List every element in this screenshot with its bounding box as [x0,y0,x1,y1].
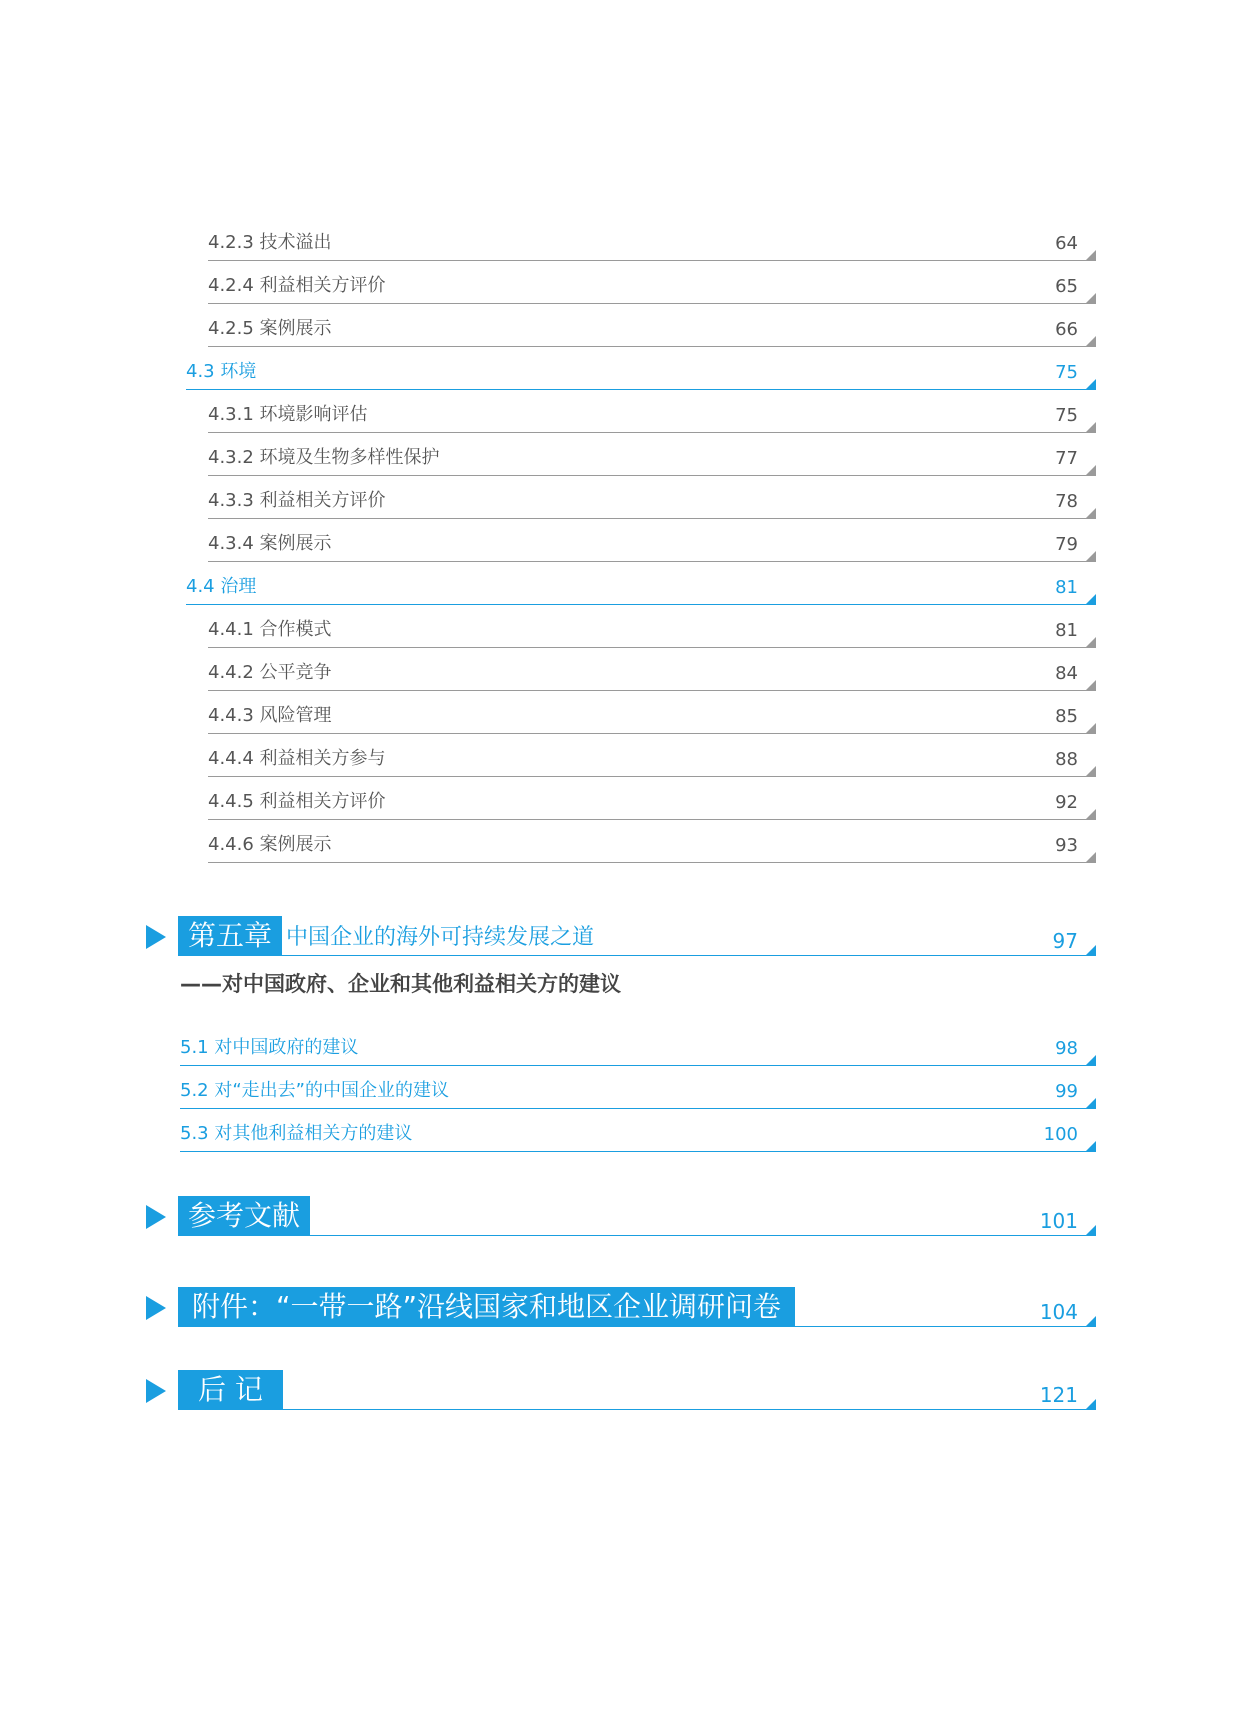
corner-mark-icon [1086,1098,1096,1108]
corner-mark-icon [1086,336,1096,346]
chapter-arrow-icon [146,925,166,949]
chapter-5-title: 中国企业的海外可持续发展之道 [286,925,595,950]
corner-mark-icon [1086,508,1096,518]
chapter-5-heading[interactable] [178,912,1096,956]
toc-entry-page: 81 [1055,620,1078,641]
corner-mark-icon [1086,551,1096,561]
toc-entry-label: 4.4.4 利益相关方参与 [208,748,386,769]
toc-entry-page: 85 [1055,706,1078,727]
toc-section-5-2[interactable] [180,1069,1096,1109]
toc-section-label: 5.2 对“走出去”的中国企业的建议 [180,1080,449,1101]
toc-entry-page: 88 [1055,749,1078,770]
postscript-page: 121 [1039,1383,1078,1407]
corner-mark-icon [1086,1141,1096,1151]
toc-entry-page: 64 [1055,233,1078,254]
toc-section-page: 81 [1055,577,1078,598]
toc-section-label: 4.4 治理 [186,576,257,597]
chapter-arrow-icon [146,1205,166,1229]
toc-entry-page: 66 [1055,319,1078,340]
corner-mark-icon [1086,379,1096,389]
toc-entry-page: 75 [1055,405,1078,426]
toc-section-label: 5.1 对中国政府的建议 [180,1037,359,1058]
toc-entry-4-3-4[interactable] [208,522,1096,562]
references-page: 101 [1039,1209,1078,1233]
toc-entry-label: 4.3.3 利益相关方评价 [208,490,386,511]
chapter-arrow-icon [146,1296,166,1320]
corner-mark-icon [1086,594,1096,604]
toc-entry-page: 79 [1055,534,1078,555]
toc-entry-4-4-3[interactable] [208,694,1096,734]
appendix-label: 附件：“一带一路”沿线国家和地区企业调研问卷 [178,1287,795,1327]
corner-mark-icon [1086,1399,1096,1409]
corner-mark-icon [1086,723,1096,733]
postscript-label: 后 记 [178,1370,283,1410]
toc-entry-4-4-1[interactable] [208,608,1096,648]
corner-mark-icon [1086,945,1096,955]
toc-entry-4-4-5[interactable] [208,780,1096,820]
chapter-5-page: 97 [1052,929,1078,953]
toc-entry-label: 4.4.2 公平竞争 [208,662,332,683]
toc-entry-page: 93 [1055,835,1078,856]
toc-entry-page: 78 [1055,491,1078,512]
corner-mark-icon [1086,680,1096,690]
references-heading[interactable] [178,1192,1096,1236]
corner-mark-icon [1086,1055,1096,1065]
toc-entry-page: 65 [1055,276,1078,297]
corner-mark-icon [1086,465,1096,475]
toc-entry-label: 4.2.4 利益相关方评价 [208,275,386,296]
toc-entry-label: 4.4.6 案例展示 [208,834,332,855]
toc-entry-label: 4.4.5 利益相关方评价 [208,791,386,812]
toc-entry-label: 4.4.3 风险管理 [208,705,332,726]
toc-section-page: 100 [1043,1124,1078,1145]
corner-mark-icon [1086,809,1096,819]
toc-entry-page: 92 [1055,792,1078,813]
toc-section-4-4[interactable] [186,565,1096,605]
toc-entry-label: 4.3.2 环境及生物多样性保护 [208,447,440,468]
corner-mark-icon [1086,1225,1096,1235]
appendix-heading[interactable] [178,1283,1096,1327]
corner-mark-icon [1086,250,1096,260]
corner-mark-icon [1086,766,1096,776]
chapter-arrow-icon [146,1379,166,1403]
toc-section-5-1[interactable] [180,1026,1096,1066]
toc-entry-label: 4.3.1 环境影响评估 [208,404,368,425]
toc-section-page: 98 [1055,1038,1078,1059]
toc-section-label: 4.3 环境 [186,361,257,382]
toc-entry-4-4-2[interactable] [208,651,1096,691]
toc-entry-4-2-5[interactable] [208,307,1096,347]
references-label: 参考文献 [178,1196,310,1236]
appendix-page: 104 [1039,1300,1078,1324]
toc-entry-4-4-4[interactable] [208,737,1096,777]
postscript-heading[interactable] [178,1366,1096,1410]
toc-entry-page: 84 [1055,663,1078,684]
toc-entry-4-2-4[interactable] [208,264,1096,304]
toc-section-5-3[interactable] [180,1112,1096,1152]
corner-mark-icon [1086,852,1096,862]
toc-entry-4-3-3[interactable] [208,479,1096,519]
toc-entry-label: 4.2.5 案例展示 [208,318,332,339]
toc-entry-label: 4.4.1 合作模式 [208,619,332,640]
toc-section-page: 75 [1055,362,1078,383]
toc-entry-label: 4.3.4 案例展示 [208,533,332,554]
toc-entry-4-3-1[interactable] [208,393,1096,433]
toc-section-page: 99 [1055,1081,1078,1102]
chapter-5-label: 第五章 [178,916,282,956]
toc-entry-label: 4.2.3 技术溢出 [208,232,332,253]
toc-section-label: 5.3 对其他利益相关方的建议 [180,1123,413,1144]
toc-section-4-3[interactable] [186,350,1096,390]
corner-mark-icon [1086,293,1096,303]
chapter-5-subtitle: ——对中国政府、企业和其他利益相关方的建议 [180,972,621,996]
toc-entry-4-2-3[interactable] [208,221,1096,261]
corner-mark-icon [1086,637,1096,647]
corner-mark-icon [1086,422,1096,432]
toc-entry-4-4-6[interactable] [208,823,1096,863]
toc-entry-4-3-2[interactable] [208,436,1096,476]
corner-mark-icon [1086,1316,1096,1326]
toc-entry-page: 77 [1055,448,1078,469]
